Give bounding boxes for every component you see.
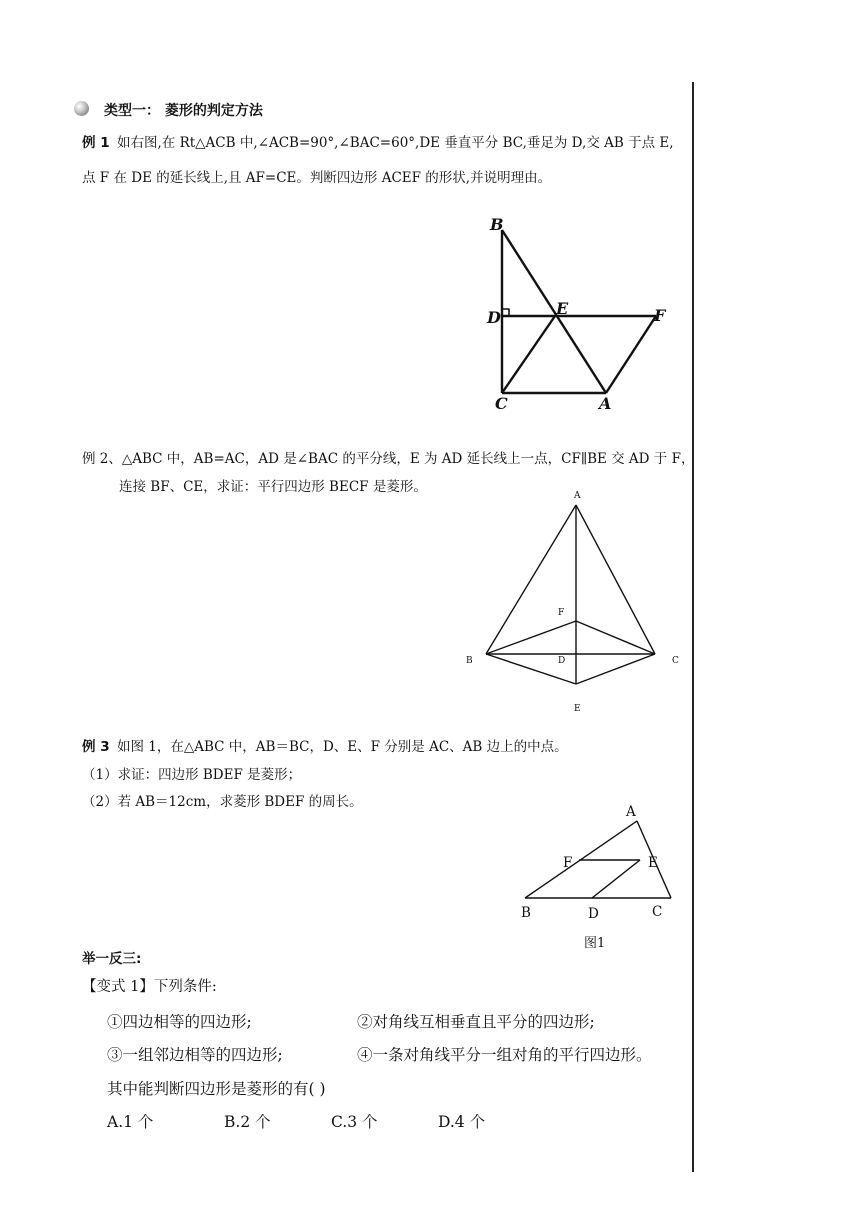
- example2-figure: [460, 485, 690, 715]
- fig3-label-b: B: [521, 905, 531, 921]
- example3-label: 例 3: [82, 739, 110, 755]
- fig2-label-a: A: [574, 491, 581, 501]
- example3-figure: [515, 800, 685, 955]
- practice-heading: 举一反三:: [82, 951, 142, 967]
- example3-q2: （2）若 AB＝12cm，求菱形 BDEF 的周长。: [82, 794, 363, 810]
- option-c: C.3 个: [331, 1113, 378, 1131]
- section-title: 类型一： 菱形的判定方法: [104, 103, 263, 119]
- fig2-label-b: B: [466, 656, 473, 666]
- fig1-label-c: C: [495, 394, 508, 413]
- fig2-label-d: D: [558, 656, 566, 666]
- fig2-label-e: E: [574, 704, 581, 714]
- sphere-bullet-icon: [74, 101, 89, 116]
- option-b: B.2 个: [224, 1113, 271, 1131]
- variant-text: 下列条件:: [153, 979, 217, 995]
- fig3-label-c: C: [652, 904, 663, 920]
- example3-q1: （1）求证：四边形 BDEF 是菱形；: [82, 767, 302, 783]
- fig3-caption: 图1: [584, 936, 606, 951]
- fig3-label-f: F: [563, 855, 573, 871]
- condition-2: ②对角线互相垂直且平分的四边形;: [357, 1013, 595, 1031]
- example2-line1: 例 2、△ABC 中，AB=AC，AD 是∠BAC 的平分线，E 为 AD 延长线上一点，CF∥BE 交 AD 于 F，: [82, 451, 695, 467]
- condition-1: ①四边相等的四边形;: [107, 1013, 252, 1031]
- fig1-label-f: F: [654, 306, 666, 325]
- example1-line1: 如右图,在 Rt△ACB 中,∠ACB=90°,∠BAC=60°,DE 垂直平分 BC,垂足为 D,交 AB 于点 E,: [117, 135, 674, 151]
- example3-line1: 如图 1，在△ABC 中，AB＝BC，D、E、F 分别是 AC、AB 边上的中点。: [117, 739, 568, 755]
- fig3-label-d: D: [588, 906, 599, 922]
- condition-3: ③一组邻边相等的四边形;: [107, 1046, 283, 1064]
- example1-label: 例 1: [82, 135, 110, 151]
- fig1-label-d: D: [487, 308, 501, 327]
- example1-line2: 点 F 在 DE 的延长线上,且 AF=CE。判断四边形 ACEF 的形状,并说明理由。: [82, 170, 552, 186]
- fig1-label-b: B: [490, 215, 504, 234]
- condition-4: ④一条对角线平分一组对角的平行四边形。: [357, 1046, 652, 1064]
- right-margin-rule: [692, 82, 694, 1172]
- variant-label: 【变式 1】: [82, 979, 154, 995]
- example1-figure: [470, 210, 680, 415]
- fig3-label-a: A: [626, 804, 636, 820]
- option-a: A.1 个: [107, 1113, 154, 1131]
- option-d: D.4 个: [438, 1113, 486, 1131]
- fig2-label-c: C: [672, 656, 679, 666]
- variant-line: [82, 980, 217, 995]
- fig3-label-e: E: [648, 855, 658, 871]
- fig2-label-f: F: [558, 608, 565, 618]
- fig1-label-e: E: [556, 299, 569, 318]
- example2-line2: 连接 BF、CE，求证：平行四边形 BECF 是菱形。: [119, 479, 427, 495]
- fig1-label-a: A: [599, 394, 612, 413]
- question-line: 其中能判断四边形是菱形的有( ): [107, 1080, 326, 1098]
